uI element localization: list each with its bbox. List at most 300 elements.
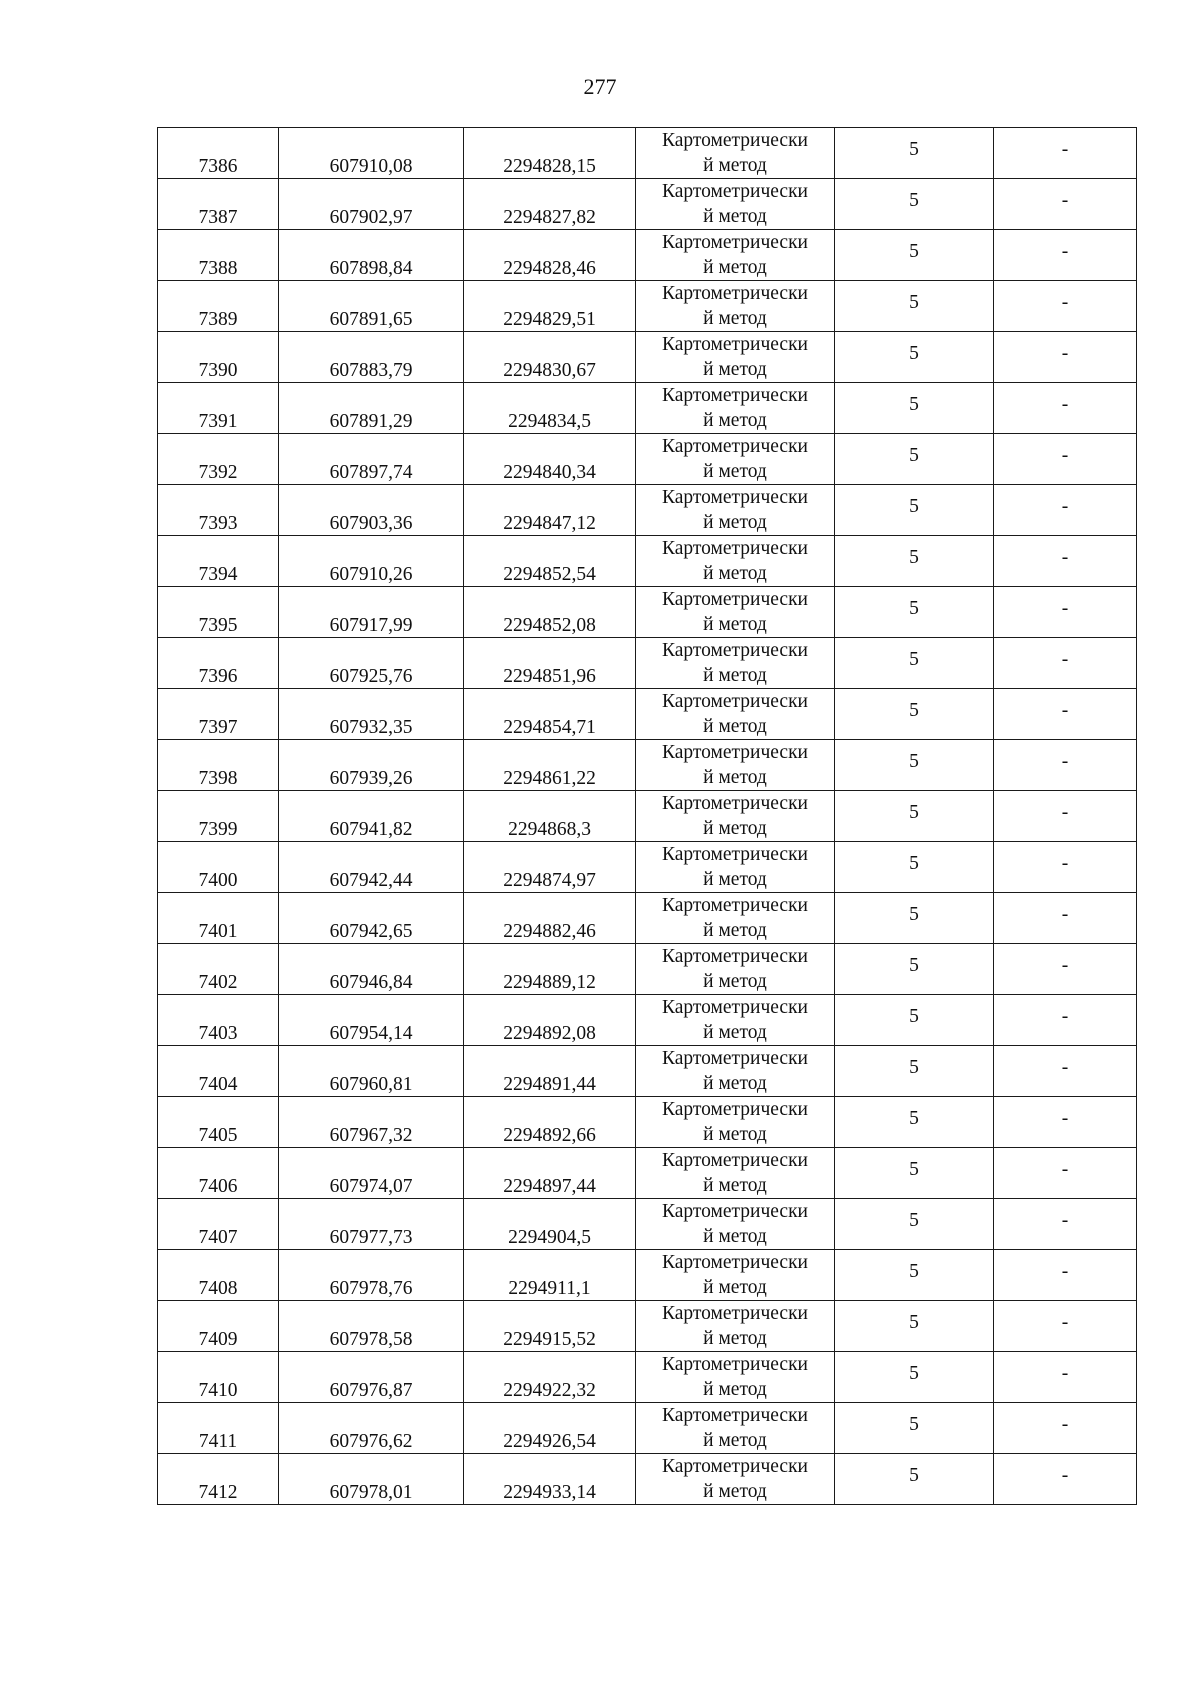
description-cell-text: - [1061,802,1069,823]
accuracy-cell [835,638,994,689]
description-cell [994,995,1137,1046]
accuracy-cell [835,485,994,536]
point-number-cell: 7411 [158,1403,279,1454]
accuracy-cell-text: 5 [909,1057,919,1078]
x-coordinate-cell: 607883,79 [279,332,464,383]
point-number-cell: 7406 [158,1148,279,1199]
method-cell [636,230,835,281]
method-line-2: й метод [703,563,767,584]
description-cell-text: - [1061,241,1069,262]
point-number-cell: 7399 [158,791,279,842]
table-row [158,281,1137,332]
description-cell [994,1454,1137,1505]
method-line-2: й метод [703,1022,767,1043]
accuracy-cell-text: 5 [909,292,919,313]
x-coordinate-cell: 607976,62 [279,1403,464,1454]
method-cell [636,1352,835,1403]
method-cell [636,485,835,536]
method-line-2: й метод [703,206,767,227]
point-number-cell: 7393 [158,485,279,536]
method-line-2: й метод [703,461,767,482]
method-line-2: й метод [703,971,767,992]
description-cell [994,332,1137,383]
description-cell-text: - [1061,955,1069,976]
method-line-2: й метод [703,155,767,176]
accuracy-cell [835,332,994,383]
method-cell [636,1046,835,1097]
method-cell [636,893,835,944]
description-cell [994,383,1137,434]
description-cell [994,230,1137,281]
description-cell-text: - [1061,700,1069,721]
description-cell-text: - [1061,1312,1069,1333]
method-line-2: й метод [703,1481,767,1502]
y-coordinate-cell: 2294847,12 [464,485,636,536]
accuracy-cell [835,281,994,332]
y-coordinate-cell: 2294827,82 [464,179,636,230]
method-line-2: й метод [703,512,767,533]
y-coordinate-cell: 2294830,67 [464,332,636,383]
accuracy-cell [835,587,994,638]
method-cell [636,1301,835,1352]
method-line-1: Картометрически [662,130,808,151]
accuracy-cell [835,1403,994,1454]
accuracy-cell [835,944,994,995]
table-row [158,1097,1137,1148]
description-cell [994,791,1137,842]
y-coordinate-cell: 2294851,96 [464,638,636,689]
point-number-cell: 7392 [158,434,279,485]
method-line-1: Картометрически [662,895,808,916]
y-coordinate-cell: 2294874,97 [464,842,636,893]
y-coordinate-cell: 2294861,22 [464,740,636,791]
x-coordinate-cell: 607925,76 [279,638,464,689]
method-line-2: й метод [703,257,767,278]
accuracy-cell-text: 5 [909,955,919,976]
table-row [158,1301,1137,1352]
y-coordinate-cell: 2294911,1 [464,1250,636,1301]
x-coordinate-cell: 607910,26 [279,536,464,587]
description-cell [994,434,1137,485]
description-cell-text: - [1061,292,1069,313]
x-coordinate-cell: 607941,82 [279,791,464,842]
table-row [158,995,1137,1046]
description-cell-text: - [1061,1414,1069,1435]
point-number-cell: 7394 [158,536,279,587]
accuracy-cell [835,383,994,434]
point-number-cell: 7401 [158,893,279,944]
method-cell [636,179,835,230]
description-cell-text: - [1061,394,1069,415]
method-cell [636,791,835,842]
method-cell [636,740,835,791]
description-cell [994,893,1137,944]
y-coordinate-cell: 2294922,32 [464,1352,636,1403]
x-coordinate-cell: 607942,44 [279,842,464,893]
method-line-1: Картометрически [662,334,808,355]
accuracy-cell [835,1352,994,1403]
description-cell [994,128,1137,179]
accuracy-cell [835,1199,994,1250]
method-cell [636,128,835,179]
description-cell-text: - [1061,1465,1069,1486]
method-line-2: й метод [703,1328,767,1349]
accuracy-cell [835,1148,994,1199]
coordinates-table-body [158,128,1137,1505]
accuracy-cell-text: 5 [909,1006,919,1027]
table-row [158,893,1137,944]
accuracy-cell [835,536,994,587]
table-row [158,179,1137,230]
point-number-cell: 7412 [158,1454,279,1505]
accuracy-cell-text: 5 [909,445,919,466]
description-cell [994,485,1137,536]
method-line-2: й метод [703,1226,767,1247]
description-cell [994,536,1137,587]
y-coordinate-cell: 2294852,08 [464,587,636,638]
accuracy-cell [835,179,994,230]
y-coordinate-cell: 2294854,71 [464,689,636,740]
accuracy-cell [835,1454,994,1505]
point-number-cell: 7398 [158,740,279,791]
method-cell [636,383,835,434]
x-coordinate-cell: 607974,07 [279,1148,464,1199]
method-line-2: й метод [703,1073,767,1094]
table-row [158,689,1137,740]
method-cell [636,332,835,383]
y-coordinate-cell: 2294828,15 [464,128,636,179]
y-coordinate-cell: 2294915,52 [464,1301,636,1352]
description-cell-text: - [1061,1006,1069,1027]
accuracy-cell [835,791,994,842]
x-coordinate-cell: 607946,84 [279,944,464,995]
description-cell [994,1301,1137,1352]
accuracy-cell-text: 5 [909,1159,919,1180]
description-cell [994,1148,1137,1199]
table-row [158,536,1137,587]
accuracy-cell [835,893,994,944]
x-coordinate-cell: 607903,36 [279,485,464,536]
x-coordinate-cell: 607978,58 [279,1301,464,1352]
description-cell-text: - [1061,1210,1069,1231]
description-cell-text: - [1061,1057,1069,1078]
description-cell [994,1097,1137,1148]
table-row [158,332,1137,383]
accuracy-cell [835,1097,994,1148]
method-line-1: Картометрически [662,385,808,406]
coordinates-table [157,127,1137,1505]
method-line-2: й метод [703,1175,767,1196]
point-number-cell: 7407 [158,1199,279,1250]
accuracy-cell [835,128,994,179]
accuracy-cell-text: 5 [909,598,919,619]
description-cell [994,689,1137,740]
accuracy-cell-text: 5 [909,700,919,721]
table-row [158,1046,1137,1097]
table-row [158,128,1137,179]
accuracy-cell-text: 5 [909,1363,919,1384]
point-number-cell: 7409 [158,1301,279,1352]
x-coordinate-cell: 607932,35 [279,689,464,740]
table-row [158,1403,1137,1454]
method-cell [636,281,835,332]
method-line-1: Картометрически [662,640,808,661]
description-cell-text: - [1061,343,1069,364]
method-cell [636,1199,835,1250]
point-number-cell: 7391 [158,383,279,434]
point-number-cell: 7390 [158,332,279,383]
accuracy-cell-text: 5 [909,241,919,262]
description-cell [994,1046,1137,1097]
table-row [158,740,1137,791]
method-cell [636,587,835,638]
x-coordinate-cell: 607942,65 [279,893,464,944]
method-line-2: й метод [703,818,767,839]
description-cell-text: - [1061,1108,1069,1129]
accuracy-cell [835,1250,994,1301]
point-number-cell: 7387 [158,179,279,230]
method-cell [636,995,835,1046]
point-number-cell: 7404 [158,1046,279,1097]
method-line-1: Картометрически [662,487,808,508]
accuracy-cell-text: 5 [909,1465,919,1486]
description-cell-text: - [1061,190,1069,211]
method-line-1: Картометрически [662,1150,808,1171]
method-line-1: Картометрически [662,844,808,865]
description-cell [994,1250,1137,1301]
accuracy-cell [835,1046,994,1097]
description-cell [994,587,1137,638]
accuracy-cell-text: 5 [909,496,919,517]
method-cell [636,536,835,587]
method-cell [636,944,835,995]
method-line-2: й метод [703,1124,767,1145]
x-coordinate-cell: 607977,73 [279,1199,464,1250]
table-row [158,638,1137,689]
point-number-cell: 7405 [158,1097,279,1148]
method-line-1: Картометрически [662,232,808,253]
description-cell [994,1199,1137,1250]
point-number-cell: 7397 [158,689,279,740]
y-coordinate-cell: 2294904,5 [464,1199,636,1250]
method-line-2: й метод [703,869,767,890]
table-row [158,842,1137,893]
y-coordinate-cell: 2294892,08 [464,995,636,1046]
description-cell [994,1403,1137,1454]
table-row [158,1199,1137,1250]
y-coordinate-cell: 2294868,3 [464,791,636,842]
method-line-2: й метод [703,1430,767,1451]
accuracy-cell-text: 5 [909,1108,919,1129]
description-cell [994,740,1137,791]
y-coordinate-cell: 2294840,34 [464,434,636,485]
y-coordinate-cell: 2294852,54 [464,536,636,587]
x-coordinate-cell: 607898,84 [279,230,464,281]
method-line-2: й метод [703,665,767,686]
x-coordinate-cell: 607891,29 [279,383,464,434]
method-line-1: Картометрически [662,1456,808,1477]
accuracy-cell-text: 5 [909,343,919,364]
method-line-2: й метод [703,614,767,635]
description-cell-text: - [1061,139,1069,160]
description-cell-text: - [1061,496,1069,517]
accuracy-cell-text: 5 [909,649,919,670]
method-cell [636,638,835,689]
accuracy-cell-text: 5 [909,802,919,823]
method-line-1: Картометрически [662,181,808,202]
method-cell [636,1250,835,1301]
y-coordinate-cell: 2294829,51 [464,281,636,332]
method-line-1: Картометрически [662,946,808,967]
y-coordinate-cell: 2294897,44 [464,1148,636,1199]
accuracy-cell [835,434,994,485]
accuracy-cell-text: 5 [909,394,919,415]
table-row [158,230,1137,281]
method-line-1: Картометрически [662,589,808,610]
method-line-1: Картометрически [662,1048,808,1069]
description-cell [994,638,1137,689]
x-coordinate-cell: 607910,08 [279,128,464,179]
table-row [158,1454,1137,1505]
method-line-2: й метод [703,767,767,788]
point-number-cell: 7410 [158,1352,279,1403]
method-line-1: Картометрически [662,538,808,559]
x-coordinate-cell: 607939,26 [279,740,464,791]
table-row [158,485,1137,536]
table-row [158,383,1137,434]
point-number-cell: 7408 [158,1250,279,1301]
table-row [158,1148,1137,1199]
accuracy-cell-text: 5 [909,1261,919,1282]
accuracy-cell-text: 5 [909,904,919,925]
point-number-cell: 7396 [158,638,279,689]
y-coordinate-cell: 2294828,46 [464,230,636,281]
method-cell [636,1097,835,1148]
x-coordinate-cell: 607954,14 [279,995,464,1046]
y-coordinate-cell: 2294891,44 [464,1046,636,1097]
method-line-1: Картометрически [662,1354,808,1375]
method-line-2: й метод [703,1379,767,1400]
accuracy-cell [835,230,994,281]
y-coordinate-cell: 2294892,66 [464,1097,636,1148]
page-number: 277 [583,74,617,99]
x-coordinate-cell: 607978,76 [279,1250,464,1301]
table-row [158,1352,1137,1403]
description-cell-text: - [1061,1159,1069,1180]
method-line-2: й метод [703,359,767,380]
x-coordinate-cell: 607960,81 [279,1046,464,1097]
accuracy-cell [835,995,994,1046]
accuracy-cell [835,1301,994,1352]
accuracy-cell-text: 5 [909,751,919,772]
accuracy-cell-text: 5 [909,1210,919,1231]
method-line-1: Картометрически [662,997,808,1018]
description-cell-text: - [1061,445,1069,466]
accuracy-cell-text: 5 [909,853,919,874]
method-line-1: Картометрически [662,691,808,712]
accuracy-cell [835,842,994,893]
point-number-cell: 7400 [158,842,279,893]
x-coordinate-cell: 607897,74 [279,434,464,485]
method-line-1: Картометрически [662,283,808,304]
point-number-cell: 7386 [158,128,279,179]
description-cell-text: - [1061,751,1069,772]
x-coordinate-cell: 607967,32 [279,1097,464,1148]
method-cell [636,1148,835,1199]
method-cell [636,842,835,893]
method-line-1: Картометрически [662,1303,808,1324]
method-line-2: й метод [703,410,767,431]
table-row [158,1250,1137,1301]
accuracy-cell-text: 5 [909,1414,919,1435]
description-cell-text: - [1061,649,1069,670]
description-cell-text: - [1061,853,1069,874]
x-coordinate-cell: 607917,99 [279,587,464,638]
method-line-2: й метод [703,1277,767,1298]
y-coordinate-cell: 2294889,12 [464,944,636,995]
method-line-2: й метод [703,920,767,941]
accuracy-cell-text: 5 [909,547,919,568]
method-line-1: Картометрически [662,1405,808,1426]
description-cell [994,281,1137,332]
point-number-cell: 7389 [158,281,279,332]
table-row [158,791,1137,842]
method-line-1: Картометрически [662,742,808,763]
accuracy-cell [835,689,994,740]
y-coordinate-cell: 2294834,5 [464,383,636,434]
table-row [158,587,1137,638]
point-number-cell: 7388 [158,230,279,281]
description-cell [994,944,1137,995]
y-coordinate-cell: 2294933,14 [464,1454,636,1505]
accuracy-cell-text: 5 [909,139,919,160]
accuracy-cell-text: 5 [909,190,919,211]
method-line-1: Картометрически [662,1099,808,1120]
method-cell [636,1403,835,1454]
description-cell-text: - [1061,904,1069,925]
point-number-cell: 7402 [158,944,279,995]
table-row [158,944,1137,995]
method-line-2: й метод [703,308,767,329]
x-coordinate-cell: 607891,65 [279,281,464,332]
method-line-1: Картометрически [662,793,808,814]
description-cell-text: - [1061,1261,1069,1282]
description-cell [994,179,1137,230]
method-line-1: Картометрически [662,436,808,457]
method-cell [636,1454,835,1505]
accuracy-cell [835,740,994,791]
table-row [158,434,1137,485]
y-coordinate-cell: 2294882,46 [464,893,636,944]
method-line-2: й метод [703,716,767,737]
accuracy-cell-text: 5 [909,1312,919,1333]
description-cell [994,842,1137,893]
point-number-cell: 7403 [158,995,279,1046]
method-cell [636,434,835,485]
point-number-cell: 7395 [158,587,279,638]
method-line-1: Картометрически [662,1252,808,1273]
method-line-1: Картометрически [662,1201,808,1222]
x-coordinate-cell: 607902,97 [279,179,464,230]
description-cell-text: - [1061,547,1069,568]
y-coordinate-cell: 2294926,54 [464,1403,636,1454]
method-cell [636,689,835,740]
description-cell-text: - [1061,1363,1069,1384]
x-coordinate-cell: 607976,87 [279,1352,464,1403]
description-cell [994,1352,1137,1403]
x-coordinate-cell: 607978,01 [279,1454,464,1505]
description-cell-text: - [1061,598,1069,619]
